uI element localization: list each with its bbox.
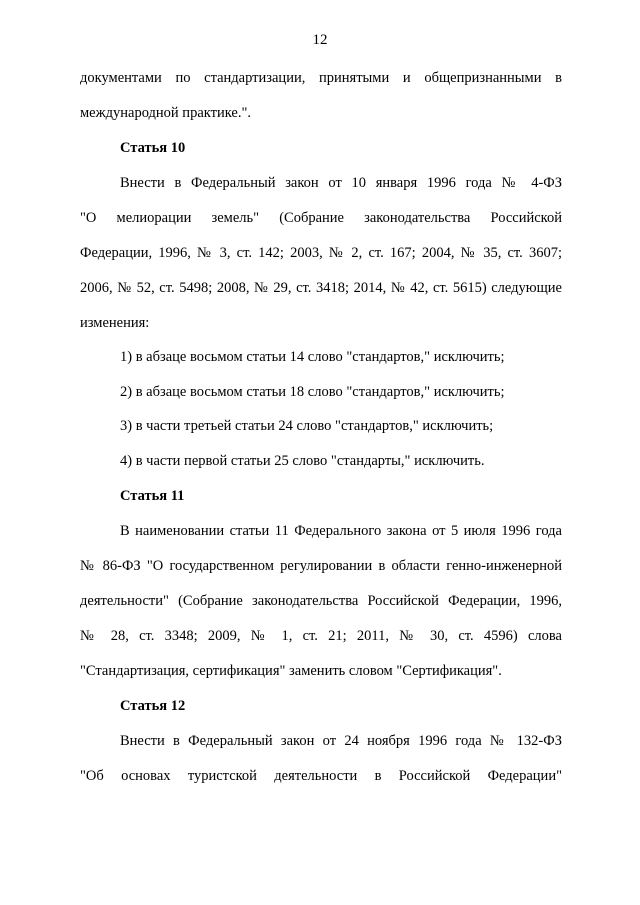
text-line: "Об основах туристской деятельности в Российской Федерации" — [80, 768, 562, 784]
text-line: Внести в Федеральный закон от 10 января 1996 года № 4-ФЗ — [120, 175, 562, 191]
list-item: 1) в абзаце восьмом статьи 14 слово "стандартов," исключить; — [120, 349, 505, 365]
text-line: международной практике.". — [80, 105, 251, 121]
text-line: № 28, ст. 3348; 2009, № 1, ст. 21; 2011, № 30, ст. 4596) слова — [80, 628, 562, 644]
text-line: деятельности" (Собрание законодательства Российской Федерации, 1996, — [80, 593, 562, 609]
text-line: В наименовании статьи 11 Федерального закона от 5 июля 1996 года — [120, 523, 562, 539]
text-line: Внести в Федеральный закон от 24 ноября 1996 года № 132-ФЗ — [120, 733, 562, 749]
list-item: 2) в абзаце восьмом статьи 18 слово "стандартов," исключить; — [120, 384, 505, 400]
list-item: 3) в части третьей статьи 24 слово "стандартов," исключить; — [120, 418, 494, 434]
article-heading: Статья 11 — [120, 488, 185, 504]
text-line: 2006, № 52, ст. 5498; 2008, № 29, ст. 3418; 2014, № 42, ст. 5615) следующие — [80, 280, 562, 296]
article-heading: Статья 10 — [120, 140, 186, 156]
text-line: "О мелиорации земель" (Собрание законодательства Российской — [80, 210, 562, 226]
list-item: 4) в части первой статьи 25 слово "стандарты," исключить. — [120, 453, 485, 469]
page-number: 12 — [312, 32, 328, 48]
article-heading: Статья 12 — [120, 698, 186, 714]
text-line: № 86-ФЗ "О государственном регулировании в области генно-инженерной — [80, 558, 562, 574]
text-line: Федерации, 1996, № 3, ст. 142; 2003, № 2, ст. 167; 2004, № 35, ст. 3607; — [80, 245, 562, 261]
text-line: документами по стандартизации, принятыми и общепризнанными в — [80, 70, 562, 86]
text-line: изменения: — [80, 315, 150, 331]
text-line: "Стандартизация, сертификация" заменить словом "Сертификация". — [80, 663, 502, 679]
